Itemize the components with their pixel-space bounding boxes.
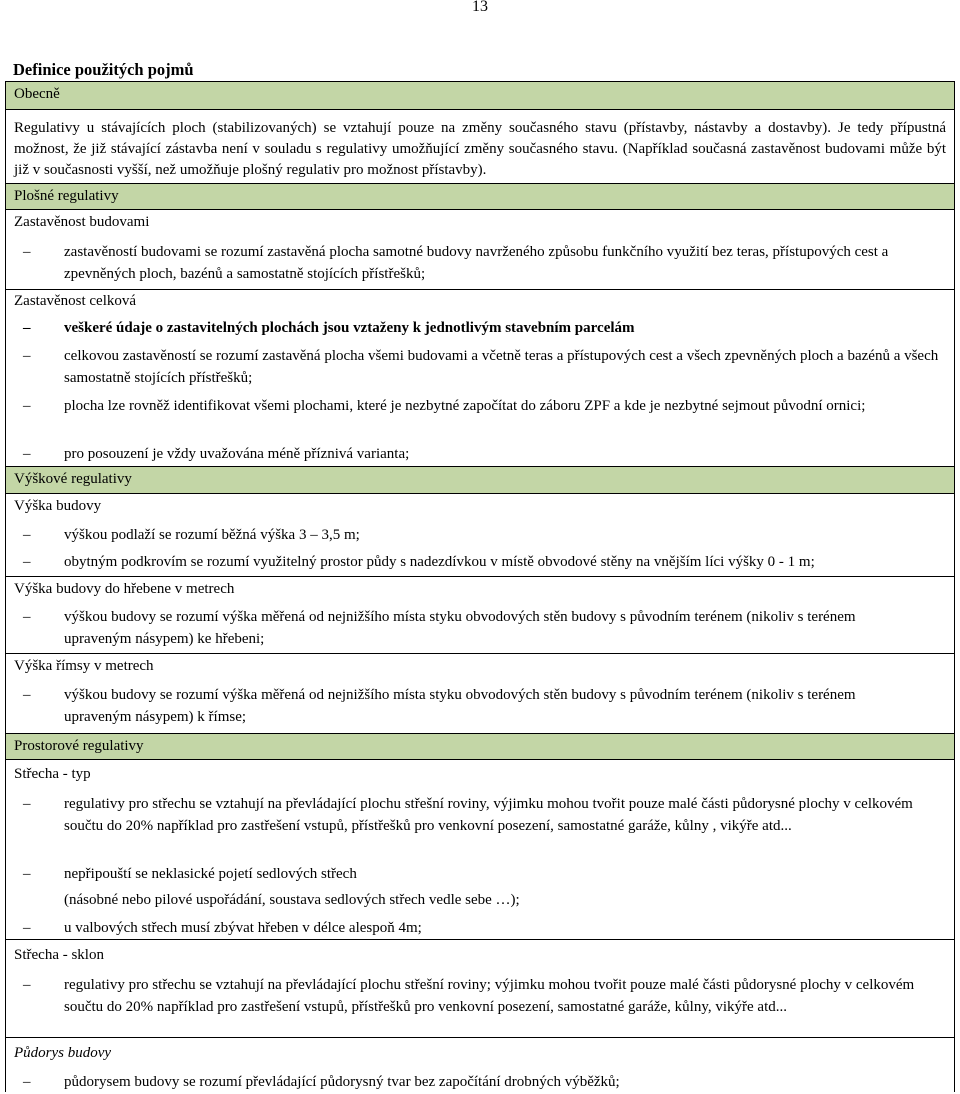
row-label: Střecha - typ	[14, 766, 91, 782]
dash-icon: –	[23, 977, 31, 993]
section-title: Plošné regulativy	[14, 188, 119, 204]
row-label: Výška římsy v metrech	[14, 658, 154, 674]
built-up-total-row: Zastavěnost celková – veškeré údaje o zastavitelných plochách jsou vztaženy k jednotlivým stavebním parcelám – celkovou zastavěností se rozumí zastavěná plocha všemi budovami a včetně teras a přístupových cest a všech zpevněných ploch a bazénů a všech samostatně stojících přístřešků; – plocha lze rovněž identifikovat všemi plochami, které je nezbytné započítat do záboru ZPF a kde je nezbytné sejmout původní ornici; – pro posouzení je vždy uvažována méně příznivá varianta;	[6, 289, 954, 479]
dash-icon: –	[23, 609, 31, 625]
floor-plan-row: Půdorys budovy – půdorysem budovy se rozumí převládající půdorysný tvar bez započítání drobných výběžků;	[6, 1037, 954, 1093]
dash-icon: –	[23, 244, 31, 260]
row-label: Výška budovy do hřebene v metrech	[14, 581, 235, 597]
dash-icon: –	[23, 348, 31, 364]
section-title: Výškové regulativy	[14, 471, 132, 487]
dash-icon: –	[23, 866, 31, 882]
dash-icon: –	[23, 527, 31, 543]
dash-icon: –	[23, 920, 31, 936]
row-label: Střecha - sklon	[14, 947, 104, 963]
built-up-buildings-items: – zastavěností budovami se rozumí zastavěná plocha samotné budovy navrženého způsobu funkčního využití bez teras, přístupových cest a zpevněných ploch, bazénů a samostatně stojících přístřešků;	[23, 244, 889, 282]
section-header-area	[6, 183, 954, 209]
definitions-table	[5, 81, 955, 1092]
page-number: 13	[472, 0, 488, 15]
row-label: Výška budovy	[14, 498, 102, 514]
section-header-height	[6, 466, 954, 493]
dash-icon: –	[23, 1074, 31, 1090]
building-height-row: Výška budovy – výškou podlaží se rozumí běžná výška 3 – 3,5 m; – obytným podkrovím se rozumí využitelný prostor půdy s nadezdívkou v místě obvodové stěny na vnějším líci výšky 0 - 1 m;	[6, 493, 954, 576]
roof-type-row: Střecha - typ – regulativy pro střechu se vztahují na převládající plochu střešní roviny, výjimku mohou tvořit pouze malé části půdorysné plochy v celkovém součtu do 20% například pro zastřešení vstupů, přístřešků pro venkovní posezení, samostatné garáže, kůlny , vikýře atd... – nepřipouští se neklasické pojetí sedlových střech (násobné nebo pilové uspořádání, soustava sedlových střech vedle sebe …); – u valbových střech musí zbývat hřeben v délce alespoň 4m;	[6, 759, 954, 939]
section-header-spatial	[6, 733, 954, 759]
section-title: Obecně	[14, 86, 60, 102]
dash-icon: –	[23, 554, 31, 570]
section-header-general	[6, 82, 954, 109]
document-heading: Definice použitých pojmů	[13, 60, 194, 79]
dash-icon: –	[23, 320, 31, 336]
row-label: Zastavěnost budovami	[14, 214, 150, 230]
dash-icon: –	[23, 687, 31, 703]
row-label: Zastavěnost celková	[14, 293, 137, 309]
ridge-height-row: Výška budovy do hřebene v metrech – výškou budovy se rozumí výška měřená od nejnižšího místa styku obvodových stěn budovy s původním terénem (nikoliv s terénem upraveným násypem) ke hřebeni;	[6, 576, 954, 653]
row-label: Půdorys budovy	[14, 1045, 112, 1061]
cornice-height-row: Výška římsy v metrech – výškou budovy se rozumí výška měřená od nejnižšího místa styku obvodových stěn budovy s původním terénem (nikoliv s terénem upraveným násypem) k římse;	[6, 653, 954, 733]
general-row	[6, 109, 954, 188]
dash-icon: –	[23, 446, 31, 462]
roof-slope-row: Střecha - sklon – regulativy pro střechu se vztahují na převládající plochu střešní roviny; výjimku mohou tvořit pouze malé části půdorysné plochy v celkovém součtu do 20% například pro zastřešení vstupů, přístřešků pro venkovní posezení, samostatné garáže, kůlny, vikýře atd...	[6, 939, 954, 1037]
general-paragraph: Regulativy u stávajících ploch (stabilizovaných) se vztahují pouze na změny současného stavu (přístavby, nástavby a dostavby). Je tedy přípustná možnost, že již stávající zástavba není v souladu s regulativy umožňující změny současného stavu. (Například současná zastavěnost budovami může být již v současnosti vyšší, než umožňuje plošný regulativ pro možnost přístavby).	[14, 120, 946, 178]
dash-icon: –	[23, 796, 31, 812]
dash-icon: –	[23, 398, 31, 414]
section-title: Prostorové regulativy	[14, 738, 144, 754]
